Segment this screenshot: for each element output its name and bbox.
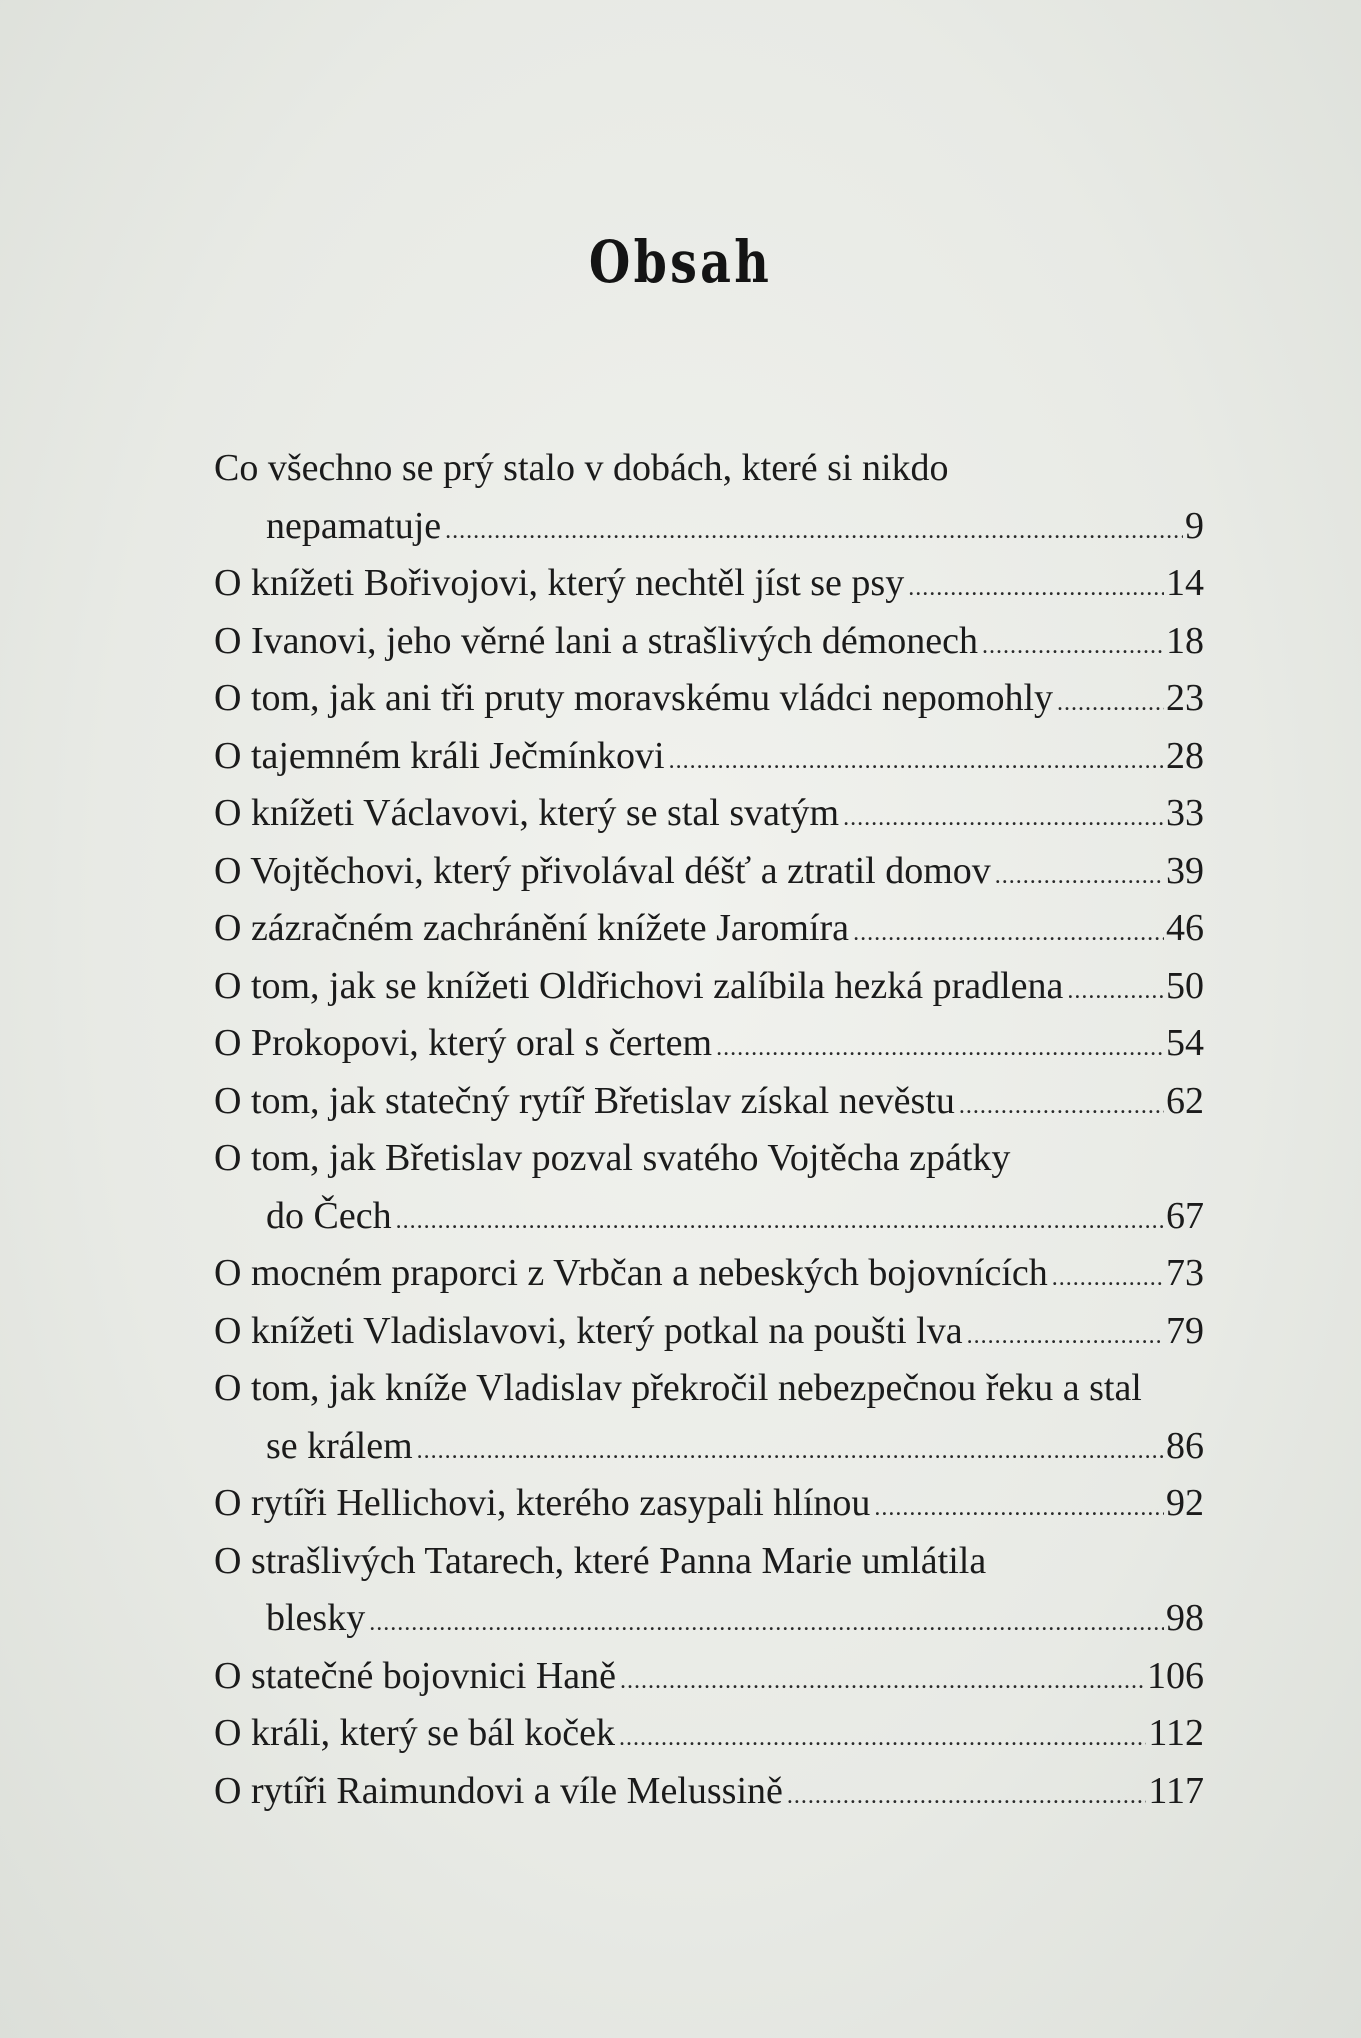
toc-entry-title: O rytíři Raimundovi a víle Melussině [214,1769,783,1812]
toc-page-number: 67 [1166,1194,1204,1237]
leader-dots [874,1480,1164,1538]
toc-page-number: 62 [1166,1079,1204,1122]
toc-entry-title-line: Co všechno se prý stalo v dobách, které si nikdo [214,447,949,489]
toc-page-number: 79 [1166,1309,1204,1352]
leader-dots [843,790,1164,848]
toc-page-number: 117 [1148,1769,1204,1812]
toc-entry-title: O Ivanovi, jeho věrné lani a strašlivých démonech [214,619,978,662]
toc-page-number: 98 [1166,1597,1204,1639]
toc-page-number: 112 [1148,1712,1204,1754]
toc-page-number: 106 [1147,1654,1204,1697]
toc-page-number: 50 [1166,964,1204,1007]
toc-entry [214,1073,1204,1131]
leader-dots [369,1595,1164,1653]
toc-entry-title: O tom, jak ani tři pruty moravskému vládci nepomohly [214,677,1054,719]
toc-entry [214,1648,1204,1706]
leader-dots [669,733,1164,791]
toc-entry-title: O knížeti Vladislavovi, který potkal na poušti lva [214,1309,963,1352]
toc-entry-title: se králem [266,1424,413,1467]
toc-page-number: 9 [1185,504,1204,547]
toc-entry [214,555,1204,613]
page-title: Obsah [588,228,773,296]
leader-dots [787,1768,1147,1826]
leader-dots [982,618,1164,676]
toc-page-number: 92 [1166,1482,1204,1524]
toc-entry-title: O Prokopovi, který oral s čertem [214,1022,713,1064]
toc-page-number: 46 [1166,907,1204,949]
leader-dots [1057,675,1164,733]
toc-page-number: 33 [1166,792,1204,834]
toc-entry-title: O knížeti Bořivojovi, který nechtěl jíst se psy [214,562,905,604]
toc-entry-title: O knížeti Václavovi, který se stal svatým [214,792,840,834]
toc-entry-title: O mocném praporci z Vrbčan a nebeských bojovnících [214,1252,1048,1294]
leader-dots [445,503,1183,561]
toc-entry [214,958,1204,1016]
toc-entry [214,1360,1204,1475]
leader-dots [716,1020,1164,1078]
toc-entry-title-line: O tom, jak Břetislav pozval svatého Vojtěcha zpátky [214,1137,1011,1179]
toc-entry [214,1533,1204,1648]
toc-entry-title: O zázračném zachránění knížete Jaromíra [214,907,850,949]
toc-entry [214,1245,1204,1303]
toc-page-number: 23 [1166,677,1204,719]
toc-entry [214,728,1204,786]
toc-page-number: 73 [1166,1252,1204,1294]
toc-page-number: 54 [1166,1022,1204,1064]
toc-entry [214,900,1204,958]
leader-dots [620,1653,1145,1711]
toc-entry [214,785,1204,843]
toc-entry-title: O tom, jak se knížeti Oldřichovi zalíbila hezká pradlena [214,964,1064,1007]
toc-entry-title: blesky [266,1597,366,1639]
toc-entry [214,1475,1204,1533]
leader-dots [908,560,1164,618]
toc-entry-title: O rytíři Hellichovi, kterého zasypali hlínou [214,1482,871,1524]
toc-entry [214,843,1204,901]
toc-entry [214,1130,1204,1245]
toc-entry [214,1763,1204,1821]
toc-entry-title-line: O tom, jak kníže Vladislav překročil nebezpečnou řeku a stal [214,1367,1142,1409]
toc-entry-title: O statečné bojovnici Haně [214,1654,617,1697]
leader-dots [967,1308,1164,1366]
toc-entry [214,670,1204,728]
toc-page-number: 18 [1166,619,1204,662]
toc-entry-title: do Čech [266,1194,392,1237]
toc-page-number: 28 [1166,734,1204,777]
toc-entry-title: nepamatuje [266,504,442,547]
leader-dots [417,1423,1164,1481]
toc-entry [214,613,1204,671]
toc-entry-title: O králi, který se bál koček [214,1712,615,1754]
toc-entry [214,1015,1204,1073]
toc-page-number: 86 [1166,1424,1204,1467]
leader-dots [396,1193,1164,1251]
toc-entry [214,440,1204,555]
toc-entry-title-line: O strašlivých Tatarech, které Panna Marie umlátila [214,1539,987,1582]
toc-entry [214,1705,1204,1763]
toc-page-number: 14 [1166,562,1204,604]
leader-dots [853,905,1164,963]
leader-dots [995,848,1164,906]
table-of-contents [214,440,1204,1820]
leader-dots [619,1710,1146,1768]
toc-page-number: 39 [1166,849,1204,892]
toc-entry-title: O tom, jak statečný rytíř Břetislav získal nevěstu [214,1079,955,1122]
leader-dots [959,1078,1164,1136]
toc-entry-title: O tajemném králi Ječmínkovi [214,734,665,777]
toc-entry-title: O Vojtěchovi, který přivolával déšť a ztratil domov [214,849,991,892]
toc-entry [214,1303,1204,1361]
leader-dots [1067,963,1164,1021]
leader-dots [1052,1250,1164,1308]
